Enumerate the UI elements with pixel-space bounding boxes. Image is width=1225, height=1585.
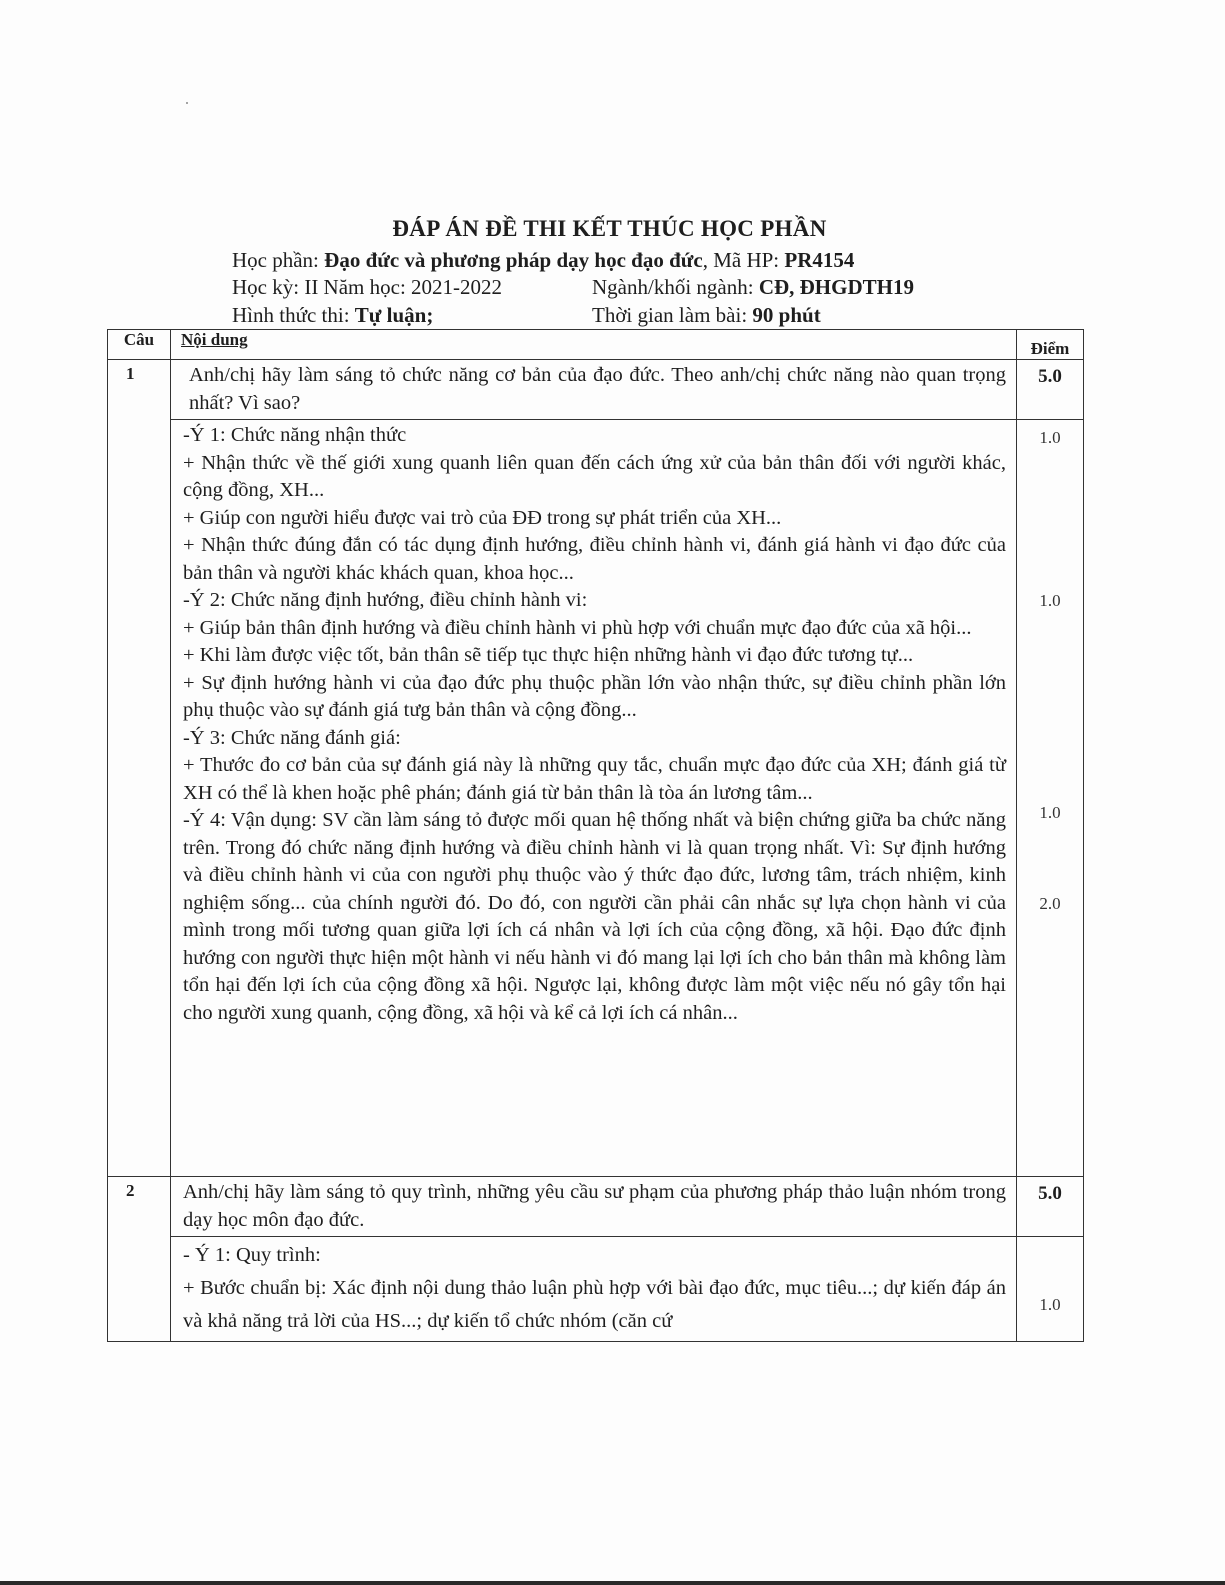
course-code-label: , Mã HP: [702,248,785,272]
q2-line: + Bước chuẩn bị: Xác định nội dung thảo luận phù hợp với bài đạo đức, mục tiêu...; dự kiến đáp án và khả năng trả lời của HS...; dự kiến tổ chức nhóm (căn cứ [183,1277,1006,1332]
q1-line: + Sự định hướng hành vi của đạo đức phụ thuộc phần lớn vào nhận thức, sự điều chỉnh phần lớn phụ thuộc vào sự đánh giá tưg bản thân và cộng đồng... [183,671,1006,721]
course-name: Đạo đức và phương pháp dạy học đạo đức [324,248,703,272]
course-line [232,248,854,273]
q1-line: -Ý 2: Chức năng định hướng, điều chỉnh hành vi: [183,589,588,611]
q2-points: 5.0 [1017,1177,1084,1237]
q1-line: -Ý 1: Chức năng nhận thức [183,424,407,446]
header-cau: Câu [108,330,171,360]
document-header [0,216,1225,242]
q1-line: -Ý 4: Vận dụng: SV cần làm sáng tỏ được mối quan hệ thống nhất và biện chứng giữa ba chức năng trên. Trong đó chức năng định hướng và điều chỉnh hành vi là quan trọng nhất. Vì: Sự định hướng và điều chỉnh hành vi của con người phụ thuộc vào ý thức đạo đức, lương tâm, trách nhiệm, kinh nghiệm sống... của chính người đó. Do đó, con người cần phải cân nhắc sự lựa chọn hành vi của mình trong mối tương quan giữa lợi ích cá nhân và lợi ích của cộng đồng, xã hội. Đạo đức định hướng con người thực hiện một hành vi nếu hành vi đó mang lại lợi ích cho bản thân mà không làm tổn hại đến lợi ích của cộng đồng xã hội. Ngược lại, không được làm một việc nếu nó gây tổn hại cho người xung quanh, cộng đồng, xã hội và kể cả lợi ích cá nhân... [183,809,1006,1024]
scan-edge [0,1581,1225,1585]
q1-line: + Nhận thức đúng đắn có tác dụng định hướng, điều chỉnh hành vi, đánh giá hành vi đạo đức của bản thân và người khác khách quan, khoa học... [183,534,1006,584]
q1-points: 5.0 [1017,360,1084,420]
semester-line: Học kỳ: II Năm học: 2021-2022 [232,275,503,299]
course-code: PR4154 [784,248,855,272]
q1-answer-row [108,420,1084,1177]
document-title: ĐÁP ÁN ĐỀ THI KẾT THÚC HỌC PHẦN [392,216,827,241]
duration-value: 90 phút [752,303,821,327]
q1-line: + Giúp bản thân định hướng và điều chỉnh hành vi phù hợp với chuẩn mực đạo đức của xã hội... [183,616,972,639]
q2-answer [171,1237,1017,1342]
q2-answer-row [108,1237,1084,1342]
major-value: CĐ, ĐHGDTH19 [758,275,914,299]
q1-answer [171,420,1017,1177]
major-label: Ngành/khối ngành: [592,275,759,299]
scan-speck [186,102,188,104]
answer-table [107,329,1084,1342]
exam-form-line [232,303,433,328]
duration-line [592,303,821,328]
major-line [592,275,914,300]
q1-question-row [108,360,1084,420]
q1-sub-point: 1.0 [1039,803,1061,822]
q1-sub-point: 1.0 [1039,428,1061,447]
q1-line: + Khi làm được việc tốt, bản thân sẽ tiếp tục thực hiện những hành vi đạo đức tương tự... [183,644,914,666]
q1-sub-points [1017,420,1084,1177]
q2-question-row [108,1177,1084,1237]
q1-line: + Thước đo cơ bản của sự đánh giá này là những quy tắc, chuẩn mực đạo đức của XH; đánh giá từ XH có thể là khen hoặc phê phán; đánh giá từ bản thân là tòa án lương tâm... [183,754,1006,804]
q2-line: - Ý 1: Quy trình: [183,1244,321,1266]
q2-sub-point: 1.0 [1039,1295,1061,1314]
duration-label: Thời gian làm bài: [592,303,753,327]
header-noi-dung: Nội dung [171,330,1017,360]
q1-line: + Nhận thức về thế giới xung quanh liên quan đến cách ứng xử của bản thân đối với người khác, cộng đồng, XH... [183,451,1006,501]
q2-sub-points [1017,1237,1084,1342]
q1-line: + Giúp con người hiểu được vai trò của ĐĐ trong sự phát triển của XH... [183,506,782,529]
q2-question: Anh/chị hãy làm sáng tỏ quy trình, những yêu cầu sư phạm của phương pháp thảo luận nhóm trong dạy học môn đạo đức. [171,1177,1017,1237]
header-diem: Điểm [1017,330,1084,360]
q1-question: Anh/chị hãy làm sáng tỏ chức năng cơ bản của đạo đức. Theo anh/chị chức năng nào quan trọng nhất? Vì sao? [171,360,1017,420]
table-header-row [108,330,1084,360]
q1-number: 1 [108,360,171,1177]
q2-number: 2 [108,1177,171,1342]
q1-sub-point: 2.0 [1039,894,1061,913]
exam-form-value: Tự luận; [354,303,434,327]
exam-form-label: Hình thức thi: [232,303,355,327]
q1-line: -Ý 3: Chức năng đánh giá: [183,726,401,749]
q1-sub-point: 1.0 [1039,591,1061,610]
course-label: Học phần: [232,248,325,272]
